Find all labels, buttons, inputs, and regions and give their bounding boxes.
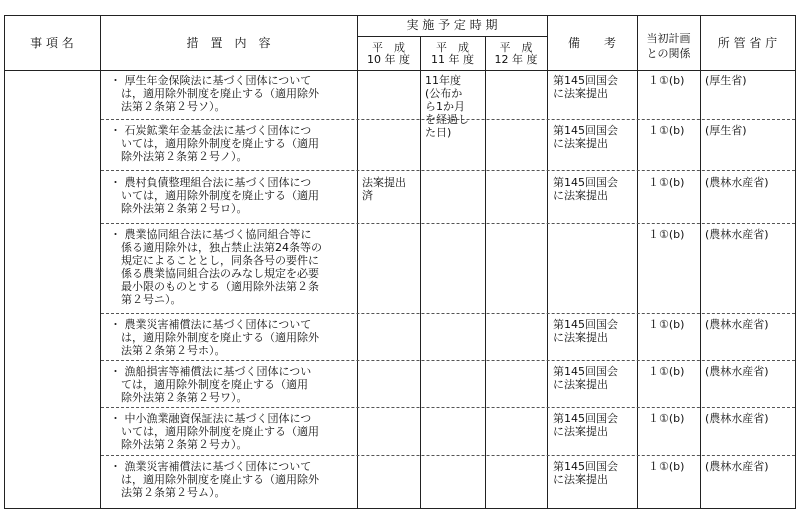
schedule-subheader-divider (357, 36, 547, 37)
row-separator (101, 407, 795, 408)
row-separator (101, 223, 795, 224)
col-line-8 (795, 15, 796, 509)
row-3-measure: ・ 農村負債整理組合法に基づく団体につ いては，適用除外制度を廃止する（適用 除外法第２条第２号ロ）。 (110, 176, 319, 215)
row-5-relation: １①(b) (648, 318, 685, 331)
col-line-3 (420, 36, 421, 509)
header-measure-content: 措 置 内 容 (186, 36, 271, 50)
row-6-ministry: (農林水産省) (705, 365, 769, 378)
col-line-0 (4, 15, 5, 509)
row-5-ministry: (農林水産省) (705, 318, 769, 331)
row-2-remarks: 第145回国会 に法案提出 (553, 124, 618, 150)
row-separator (101, 455, 795, 456)
header-h11: 平 成 11 年 度 (431, 41, 474, 66)
row-separator (101, 313, 795, 314)
row-3-relation: １①(b) (648, 176, 685, 189)
header-relation: 当初計画 との関係 (646, 32, 691, 60)
row-separator (101, 360, 795, 361)
table-top-border (4, 15, 796, 16)
row-5-measure: ・ 農業災害補償法に基づく団体について は，適用除外制度を廃止する（適用除外 法第２条第２号ホ）。 (110, 318, 319, 357)
col-line-2 (357, 15, 358, 509)
col-line-5 (547, 15, 548, 509)
row-1-measure: ・ 厚生年金保険法に基づく団体について は，適用除外制度を廃止する（適用除外 法第２条第２号ソ）。 (110, 74, 319, 113)
row-1-ministry: (厚生省) (705, 74, 747, 87)
row-4-measure: ・ 農業協同組合法に基づく協同組合等に 係る適用除外は，独占禁止法第24条等の 規定によることとし，同条各号の要件に 係る農業協同組合法のみなし規定を必要 最小限のものとする（適用除外法第２条 第２号ニ）。 (110, 228, 322, 306)
row-8-remarks: 第145回国会 に法案提出 (553, 460, 618, 486)
row-3-remarks: 第145回国会 に法案提出 (553, 176, 618, 202)
row-8-ministry: (農林水産省) (705, 460, 769, 473)
row-4-relation: １①(b) (648, 228, 685, 241)
header-remarks: 備 考 (567, 36, 616, 50)
col-line-4 (485, 36, 486, 509)
row-5-remarks: 第145回国会 に法案提出 (553, 318, 618, 344)
header-item-name: 事 項 名 (30, 36, 74, 50)
row-7-relation: １①(b) (648, 412, 685, 425)
row-1-h11: 11年度 (公布か ら1か月 を経過し た日) (425, 74, 469, 139)
header-ministry: 所 管 省 庁 (717, 36, 778, 50)
row-separator (101, 170, 795, 171)
col-line-6 (637, 15, 638, 509)
row-1-remarks: 第145回国会 に法案提出 (553, 74, 618, 100)
row-2-relation: １①(b) (648, 124, 685, 137)
col-line-1 (100, 15, 101, 509)
header-h12: 平 成 12 年 度 (494, 41, 538, 66)
header-schedule: 実 施 予 定 時 期 (406, 18, 498, 32)
row-3-ministry: (農林水産省) (705, 176, 769, 189)
row-6-remarks: 第145回国会 に法案提出 (553, 365, 618, 391)
row-3-h10: 法案提出 済 (362, 176, 406, 202)
table-bottom-border (4, 508, 796, 509)
row-7-remarks: 第145回国会 に法案提出 (553, 412, 618, 438)
row-6-relation: １①(b) (648, 365, 685, 378)
row-4-ministry: (農林水産省) (705, 228, 769, 241)
row-6-measure: ・ 漁船損害等補償法に基づく団体につい ては，適用除外制度を廃止する（適用 除外法第２条第２号ワ）。 (110, 365, 312, 404)
row-7-ministry: (農林水産省) (705, 412, 769, 425)
row-8-relation: １①(b) (648, 460, 685, 473)
col-line-7 (700, 15, 701, 509)
row-8-measure: ・ 漁業災害補償法に基づく団体について は，適用除外制度を廃止する（適用除外 法第２条第２号ム）。 (110, 460, 319, 499)
row-7-measure: ・ 中小漁業融資保証法に基づく団体につ いては，適用除外制度を廃止する（適用 除外法第２条第２号カ）。 (110, 412, 319, 451)
row-2-ministry: (厚生省) (705, 124, 747, 137)
row-2-measure: ・ 石炭鉱業年金基金法に基づく団体につ いては，適用除外制度を廃止する（適用 除外法第２条第２号ノ）。 (110, 124, 319, 163)
header-h10: 平 成 10 年 度 (367, 41, 410, 66)
header-bottom-border (4, 70, 796, 71)
row-1-relation: １①(b) (648, 74, 685, 87)
